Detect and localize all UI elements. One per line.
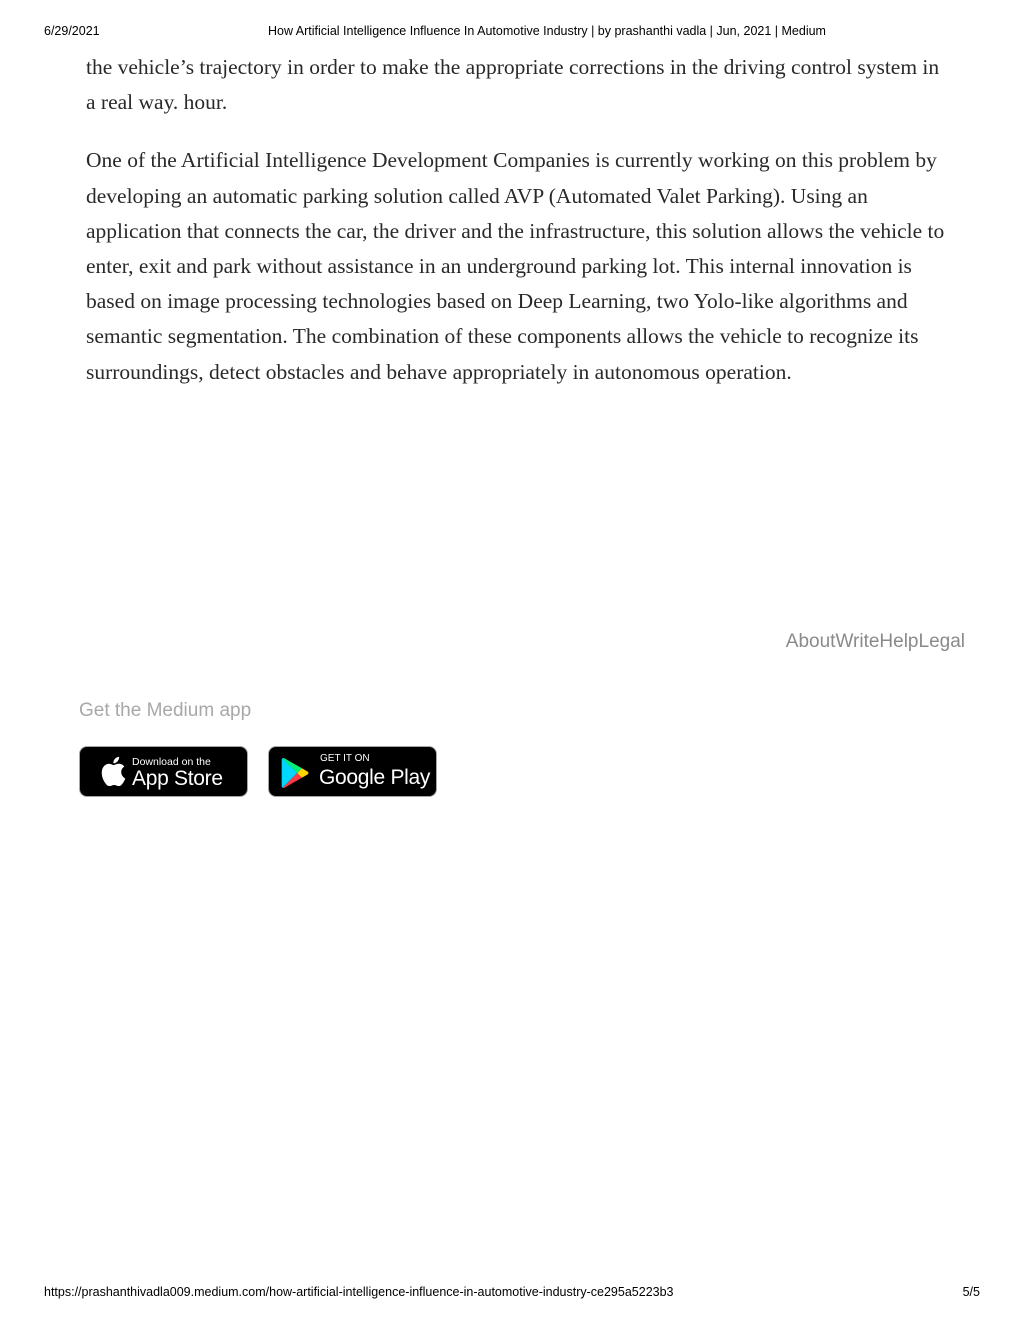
article-paragraph: One of the Artificial Intelligence Development Companies is currently working on this problem by developing an automatic parking solution called AVP (Automated Valet Parking). Using an application that connects the car, the driver and the infrastructure, this solution allows the vehicle to enter, exit and park without assistance in an underground parking lot. This internal innovation is based on image processing technologies based on Deep Learning, two Yolo-like algorithms and semantic segmentation. The combination of these components allows the vehicle to recognize its surroundings, detect obstacles and behave appropriately in autonomous operation. (86, 148, 945, 384)
footer-link-legal[interactable]: Legal (918, 631, 965, 652)
print-url: https://prashanthivadla009.medium.com/how-artificial-intelligence-influence-in-automotive-industry-ce295a5223b3 (44, 1285, 674, 1299)
print-title: How Artificial Intelligence Influence In Automotive Industry | by prashanthi vadla | Jun, 2021 | Medium (268, 24, 826, 38)
print-header (0, 24, 1024, 40)
print-page-number: 5/5 (962, 1285, 980, 1299)
app-store-small-text: Download on the (132, 756, 211, 768)
footer-link-about[interactable]: About (785, 631, 836, 652)
app-store-button[interactable] (79, 746, 248, 797)
google-play-big-text: Google Play (319, 766, 431, 789)
print-footer (0, 1285, 1024, 1301)
apple-icon (100, 756, 126, 786)
google-play-button[interactable] (268, 746, 437, 797)
article-paragraph: the vehicle’s trajectory in order to make the appropriate corrections in the driving control system in a real way. hour. (86, 55, 940, 115)
article-body (86, 50, 946, 390)
google-play-small-text: GET IT ON (320, 753, 370, 764)
print-date: 6/29/2021 (44, 24, 100, 38)
footer-link-write[interactable]: Write (835, 631, 880, 652)
get-app-label: Get the Medium app (79, 700, 252, 721)
google-play-icon (281, 757, 311, 789)
footer-link-help[interactable]: Help (879, 631, 919, 652)
footer-links (786, 631, 965, 657)
app-store-big-text: App Store (132, 767, 223, 790)
